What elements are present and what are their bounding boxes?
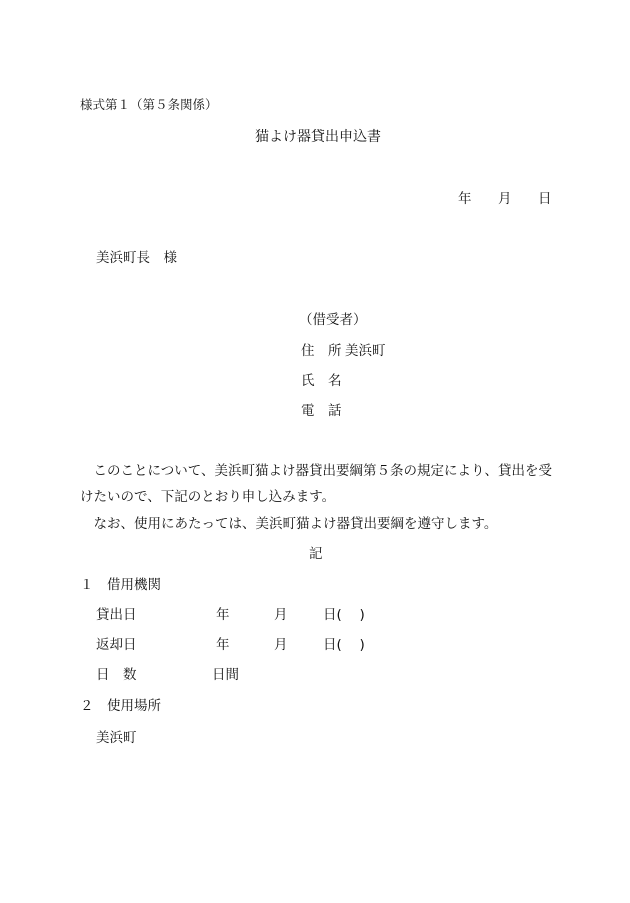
date-month-label: 月 (498, 191, 512, 207)
days-unit-label: 日間 (212, 667, 239, 683)
address-label: 住 所 (301, 343, 342, 359)
form-number-label: 様式第１（第５条関係） (80, 97, 218, 112)
return-date-label: 返却日 (96, 637, 137, 653)
date-day-label: 日 (538, 191, 552, 207)
return-month-label: 月 (274, 637, 288, 653)
ki-heading: 記 (309, 546, 323, 562)
return-day-label: 日( ) (323, 637, 365, 653)
lending-day-label: 日( ) (323, 607, 365, 623)
lending-year-label: 年 (216, 607, 230, 623)
section1-heading: １ 借用機関 (80, 577, 161, 593)
compliance-paragraph: なお、使用にあたっては、美浜町猫よけ器貸出要綱を遵守します。 (80, 516, 498, 532)
phone-label: 電 話 (301, 403, 342, 419)
date-year-label: 年 (458, 191, 472, 207)
lending-date-label: 貸出日 (96, 607, 137, 623)
lending-month-label: 月 (274, 607, 288, 623)
days-count-label: 日 数 (96, 667, 137, 683)
name-label: 氏 名 (301, 373, 342, 389)
document-title: 猫よけ器貸出申込書 (255, 129, 381, 145)
address-value: 美浜町 (345, 343, 386, 359)
return-year-label: 年 (216, 637, 230, 653)
addressee: 美浜町長 様 (96, 250, 177, 266)
section2-heading: ２ 使用場所 (80, 698, 161, 714)
request-paragraph: このことについて、美浜町猫よけ器貸出要綱第５条の規定により、貸出を受けたいので、下記のとおり申し込みます。 (80, 463, 552, 505)
borrower-heading: （借受者） (299, 312, 367, 328)
usage-place-value: 美浜町 (96, 730, 137, 746)
